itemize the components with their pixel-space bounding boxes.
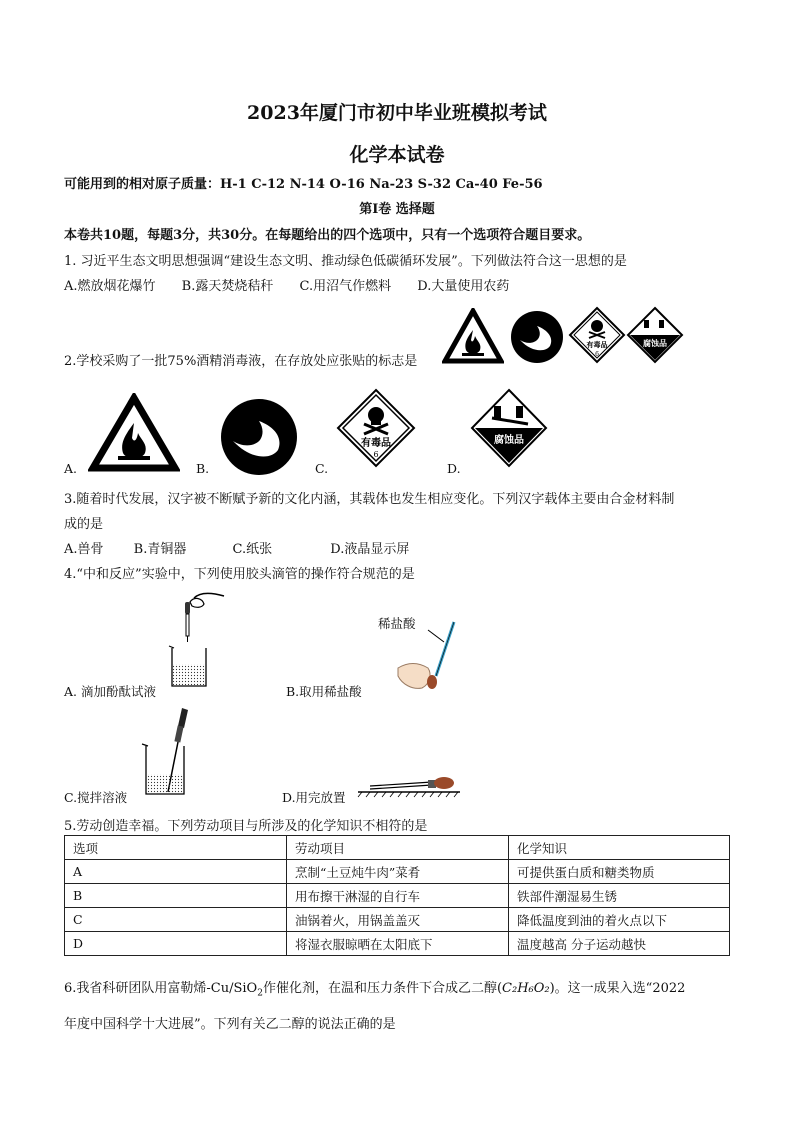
toxic-small-num: 6 <box>595 351 599 358</box>
q3-option-d: D.液晶显示屏 <box>330 542 410 557</box>
q1-option-c: C.用沼气作燃料 <box>299 279 392 294</box>
q5-table <box>64 835 730 956</box>
table-cell: D <box>65 932 287 956</box>
q6-stem-b: 作催化剂，在温和压力条件下合成乙二醇( <box>262 981 503 996</box>
q6-stem-line1 <box>64 977 685 999</box>
atomic-mass-line: 可能用到的相对原子质量：H-1 C-12 N-14 O-16 Na-23 S-32 Ca-40 Fe-56 <box>64 177 543 192</box>
hand-holding-dropper-icon <box>388 618 462 694</box>
q4-option-a: A. 滴加酚酞试液 <box>64 684 156 699</box>
q3-option-a: A.兽骨 <box>64 542 104 557</box>
q6-stem-a: 6.我省科研团队用富勒烯-Cu/SiO <box>64 981 258 996</box>
section-heading: 第Ⅰ卷 选择题 <box>359 202 435 217</box>
corrosive-small-text: 腐蚀品 <box>643 338 667 348</box>
table-header-row <box>65 836 730 860</box>
q3-option-c: C.纸张 <box>232 542 273 557</box>
q6-stem-c: )。这一成果入选“2022 <box>549 981 686 996</box>
corrosive-text: 腐蚀品 <box>494 435 524 446</box>
table-row <box>65 884 730 908</box>
table-cell: A <box>65 860 287 884</box>
q4-stem: 4.“中和反应”实验中，下列使用胶头滴管的操作符合规范的是 <box>64 567 415 582</box>
table-cell: 铁部件潮湿易生锈 <box>509 884 730 908</box>
q1-option-a: A.燃放烟花爆竹 <box>64 279 156 294</box>
table-cell: 烹制“土豆炖牛肉”菜肴 <box>287 860 509 884</box>
toxic-sign-icon <box>336 388 416 468</box>
q4-option-d: D.用完放置 <box>282 790 346 805</box>
corrosive-sign-icon <box>470 388 548 468</box>
table-cell: 可提供蛋白质和糖类物质 <box>509 860 730 884</box>
instructions: 本卷共10题，每题3分，共30分。在每题给出的四个选项中，只有一个选项符合题目要求。 <box>64 228 591 243</box>
dropper-on-table-icon <box>356 770 462 798</box>
q4-option-b: B.取用稀盐酸 <box>286 684 362 699</box>
table-cell: C <box>65 908 287 932</box>
water-reactive-sign-icon <box>510 310 564 364</box>
corrosive-sign-small-icon <box>626 306 684 364</box>
table-cell: 油锅着火，用锅盖盖灭 <box>287 908 509 932</box>
table-header-cell: 选项 <box>65 836 287 860</box>
q2-stem: 2.学校采购了一批75%酒精消毒液，在存放处应张贴的标志是 <box>64 354 418 369</box>
q3-option-b: B.青铜器 <box>133 542 187 557</box>
dropper-above-beaker-icon <box>166 590 230 690</box>
exam-subtitle: 化学本试卷 <box>349 144 445 166</box>
q1-stem: 1. 习近平生态文明思想强调“建设生态文明、推动绿色低碳循环发展”。下列做法符合这一思想的是 <box>64 254 627 269</box>
table-cell: B <box>65 884 287 908</box>
toxic-small-text: 有毒品 <box>586 340 608 349</box>
table-cell: 将湿衣服晾晒在太阳底下 <box>287 932 509 956</box>
q6-formula: C₂H₆O₂ <box>502 981 550 996</box>
q4-acid-label: 稀盐酸 <box>378 616 416 631</box>
table-header-cell: 化学知识 <box>509 836 730 860</box>
flammable-sign-icon <box>442 308 504 364</box>
table-row <box>65 860 730 884</box>
table-cell: 用布擦干淋湿的自行车 <box>287 884 509 908</box>
table-row <box>65 932 730 956</box>
exam-title: 2023年厦门市初中毕业班模拟考试 <box>247 102 547 124</box>
q1-options <box>64 275 531 294</box>
q3-stem-line2: 成的是 <box>64 517 104 532</box>
q2-label-c: C. <box>315 461 329 476</box>
q1-option-d: D.大量使用农药 <box>417 279 510 294</box>
toxic-sign-small-icon <box>568 306 626 364</box>
water-reactive-sign-icon <box>220 398 298 476</box>
q1-option-b: B.露天焚烧秸秆 <box>181 279 274 294</box>
q2-label-a: A. <box>64 461 78 476</box>
q3-stem-line1: 3.随着时代发展，汉字被不断赋予新的文化内涵，其载体也发生相应变化。下列汉字载体主要由合金材料制 <box>64 492 675 507</box>
flammable-sign-icon <box>88 393 180 473</box>
toxic-text: 有毒品 <box>361 438 391 449</box>
table-header-cell: 劳动项目 <box>287 836 509 860</box>
table-cell: 温度越高 分子运动越快 <box>509 932 730 956</box>
dropper-in-beaker-icon <box>138 706 198 798</box>
q2-label-d: D. <box>447 461 461 476</box>
table-cell: 降低温度到油的着火点以下 <box>509 908 730 932</box>
q2-label-b: B. <box>196 461 210 476</box>
q6-stem-line2: 年度中国科学十大进展”。下列有关乙二醇的说法正确的是 <box>64 1017 396 1032</box>
q3-options <box>64 538 431 557</box>
q6-sub: 2 <box>257 988 263 999</box>
q5-stem: 5.劳动创造幸福。下列劳动项目与所涉及的化学知识不相符的是 <box>64 819 428 834</box>
toxic-num: 6 <box>373 450 379 459</box>
q4-option-c: C.搅拌溶液 <box>64 790 128 805</box>
table-row <box>65 908 730 932</box>
